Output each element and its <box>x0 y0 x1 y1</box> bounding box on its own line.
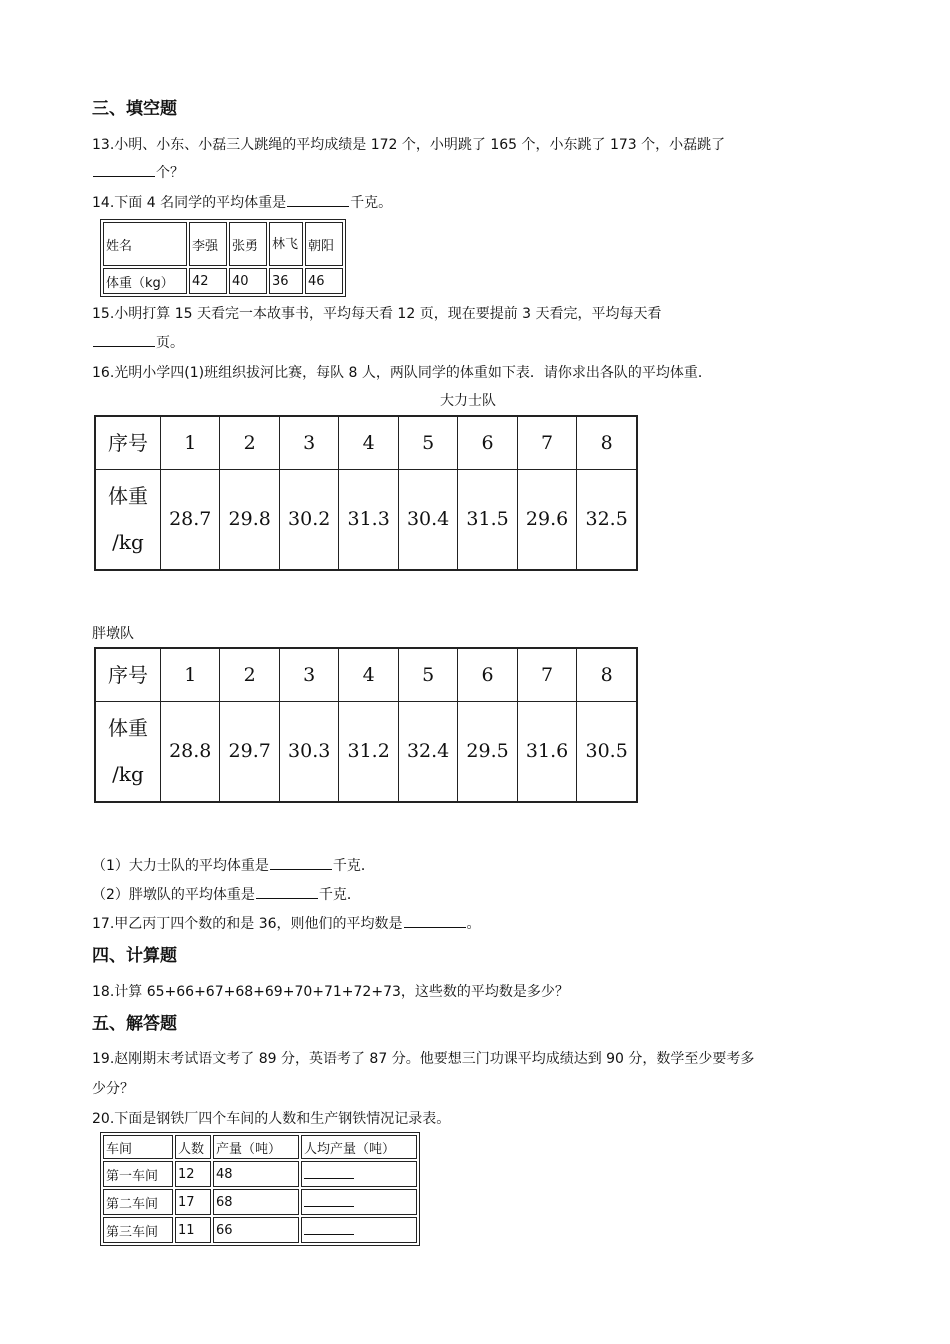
q13-line2-end: 个？ <box>156 165 184 181</box>
weight-cell: 32.5 <box>577 469 637 570</box>
table-cell: 48 <box>213 1161 299 1187</box>
table-cell: 36 <box>269 268 303 294</box>
answer-cell[interactable] <box>301 1161 417 1187</box>
weight-label <box>95 469 161 570</box>
weight-cell: 29.5 <box>458 701 517 802</box>
table-header-label: 序号 <box>95 648 161 701</box>
table-cell: 姓名 <box>103 222 187 266</box>
answer-blank[interactable] <box>304 1222 354 1235</box>
number-cell: 3 <box>279 648 338 701</box>
team2-weight-table <box>94 647 638 803</box>
weight-cell: 29.8 <box>220 469 279 570</box>
weight-cell: 28.7 <box>161 469 220 570</box>
q20-text: 20.下面是钢铁厂四个车间的人数和生产钢铁情况记录表。 <box>92 1111 451 1127</box>
table-header-cell: 车间 <box>103 1135 173 1159</box>
answer-blank[interactable] <box>304 1194 354 1207</box>
number-cell: 1 <box>161 416 220 469</box>
weight-cell: 31.2 <box>339 701 398 802</box>
q19-line1: 19.赵刚期末考试语文考了 89 分，英语考了 87 分。他要想三门功课平均成绩达到 90 分，数学至少要考多 <box>92 1051 755 1067</box>
table-cell: 张勇 <box>229 222 267 266</box>
table-cell: 第二车间 <box>103 1189 173 1215</box>
answer-cell[interactable] <box>301 1217 417 1243</box>
q15-line2-end: 页。 <box>156 335 184 351</box>
q16-sub2-before: （2）胖墩队的平均体重是 <box>92 887 255 903</box>
table-cell: 68 <box>213 1189 299 1215</box>
table-cell: 第一车间 <box>103 1161 173 1187</box>
q17-after: 。 <box>466 916 481 932</box>
weight-cell: 32.4 <box>398 701 457 802</box>
q14-before: 14.下面 4 名同学的平均体重是 <box>92 195 287 211</box>
section-five-title: 五、解答题 <box>92 1014 177 1034</box>
table-header-cell: 人均产量（吨） <box>301 1135 417 1159</box>
table-cell: 46 <box>305 268 343 294</box>
q15-line1: 15.小明打算 15 天看完一本故事书，平均每天看 12 页，现在要提前 3 天看完，平均每天看 <box>92 306 662 322</box>
weight-cell: 28.8 <box>161 701 220 802</box>
weight-label-unit: /kg <box>112 530 144 555</box>
team1-caption: 大力士队 <box>440 393 496 409</box>
table-row <box>103 1161 417 1187</box>
table-cell: 42 <box>189 268 227 294</box>
q13-line1: 13.小明、小东、小磊三人跳绳的平均成绩是 172 个，小明跳了 165 个，小东跳了 173 个，小磊跳了 <box>92 137 726 153</box>
number-cell: 6 <box>458 416 517 469</box>
q13-line2 <box>92 162 184 182</box>
q16-sub1 <box>92 855 375 875</box>
q14-text <box>92 192 392 212</box>
table-cell: 40 <box>229 268 267 294</box>
number-cell: 8 <box>577 416 637 469</box>
q16-text: 16.光明小学四(1)班组织拔河比赛，每队 8 人，两队同学的体重如下表．请你求出各队的平均体重． <box>92 365 712 381</box>
q19-line2: 少分？ <box>92 1081 134 1097</box>
answer-blank[interactable] <box>404 915 466 928</box>
table-cell: 66 <box>213 1217 299 1243</box>
table-header-cell: 产量（吨） <box>213 1135 299 1159</box>
table-cell: 李强 <box>189 222 227 266</box>
answer-cell[interactable] <box>301 1189 417 1215</box>
answer-blank[interactable] <box>256 886 318 899</box>
table-cell: 第三车间 <box>103 1217 173 1243</box>
number-cell: 2 <box>220 416 279 469</box>
section-three-title: 三、填空题 <box>92 99 177 119</box>
q20-workshop-table <box>100 1132 420 1246</box>
q16-sub2 <box>92 884 361 904</box>
q17-before: 17.甲乙丙丁四个数的和是 36，则他们的平均数是 <box>92 916 403 932</box>
q15-line2 <box>92 332 184 352</box>
answer-blank[interactable] <box>270 857 332 870</box>
q16-sub2-after: 千克． <box>318 887 361 903</box>
answer-blank[interactable] <box>93 164 155 177</box>
number-cell: 5 <box>398 416 457 469</box>
q14-after: 千克。 <box>350 195 393 211</box>
table-cell: 林飞 <box>269 222 303 266</box>
q18-text: 18.计算 65+66+67+68+69+70+71+72+73，这些数的平均数是多少？ <box>92 984 569 1000</box>
answer-blank[interactable] <box>304 1166 354 1179</box>
team1-weight-table <box>94 415 638 571</box>
table-header-label: 序号 <box>95 416 161 469</box>
number-cell: 4 <box>339 648 398 701</box>
number-cell: 7 <box>517 648 576 701</box>
table-row <box>103 1189 417 1215</box>
number-cell: 1 <box>161 648 220 701</box>
table-header-cell: 人数 <box>175 1135 211 1159</box>
weight-label-unit: /kg <box>112 762 144 787</box>
weight-label-text: 体重 <box>108 716 148 741</box>
table-cell: 12 <box>175 1161 211 1187</box>
number-cell: 3 <box>279 416 338 469</box>
weight-cell: 30.5 <box>577 701 637 802</box>
answer-blank[interactable] <box>93 334 155 347</box>
weight-cell: 30.3 <box>279 701 338 802</box>
table-cell: 17 <box>175 1189 211 1215</box>
q16-sub1-after: 千克． <box>332 858 375 874</box>
weight-cell: 31.5 <box>458 469 517 570</box>
table-cell: 朝阳 <box>305 222 343 266</box>
number-cell: 6 <box>458 648 517 701</box>
number-cell: 7 <box>517 416 576 469</box>
number-cell: 2 <box>220 648 279 701</box>
q16-sub1-before: （1）大力士队的平均体重是 <box>92 858 269 874</box>
number-cell: 4 <box>339 416 398 469</box>
weight-cell: 31.6 <box>517 701 576 802</box>
weight-cell: 29.6 <box>517 469 576 570</box>
table-row <box>103 1217 417 1243</box>
weight-cell: 29.7 <box>220 701 279 802</box>
number-cell: 5 <box>398 648 457 701</box>
weight-cell: 31.3 <box>339 469 398 570</box>
team2-caption: 胖墩队 <box>92 626 134 642</box>
weight-cell: 30.4 <box>398 469 457 570</box>
answer-blank[interactable] <box>287 194 349 207</box>
table-cell: 体重（kg） <box>103 268 187 294</box>
q14-weight-table <box>100 219 346 297</box>
weight-cell: 30.2 <box>279 469 338 570</box>
weight-label <box>95 701 161 802</box>
weight-label-text: 体重 <box>108 484 148 509</box>
number-cell: 8 <box>577 648 637 701</box>
section-four-title: 四、计算题 <box>92 946 177 966</box>
q17-text <box>92 913 481 933</box>
table-cell: 11 <box>175 1217 211 1243</box>
